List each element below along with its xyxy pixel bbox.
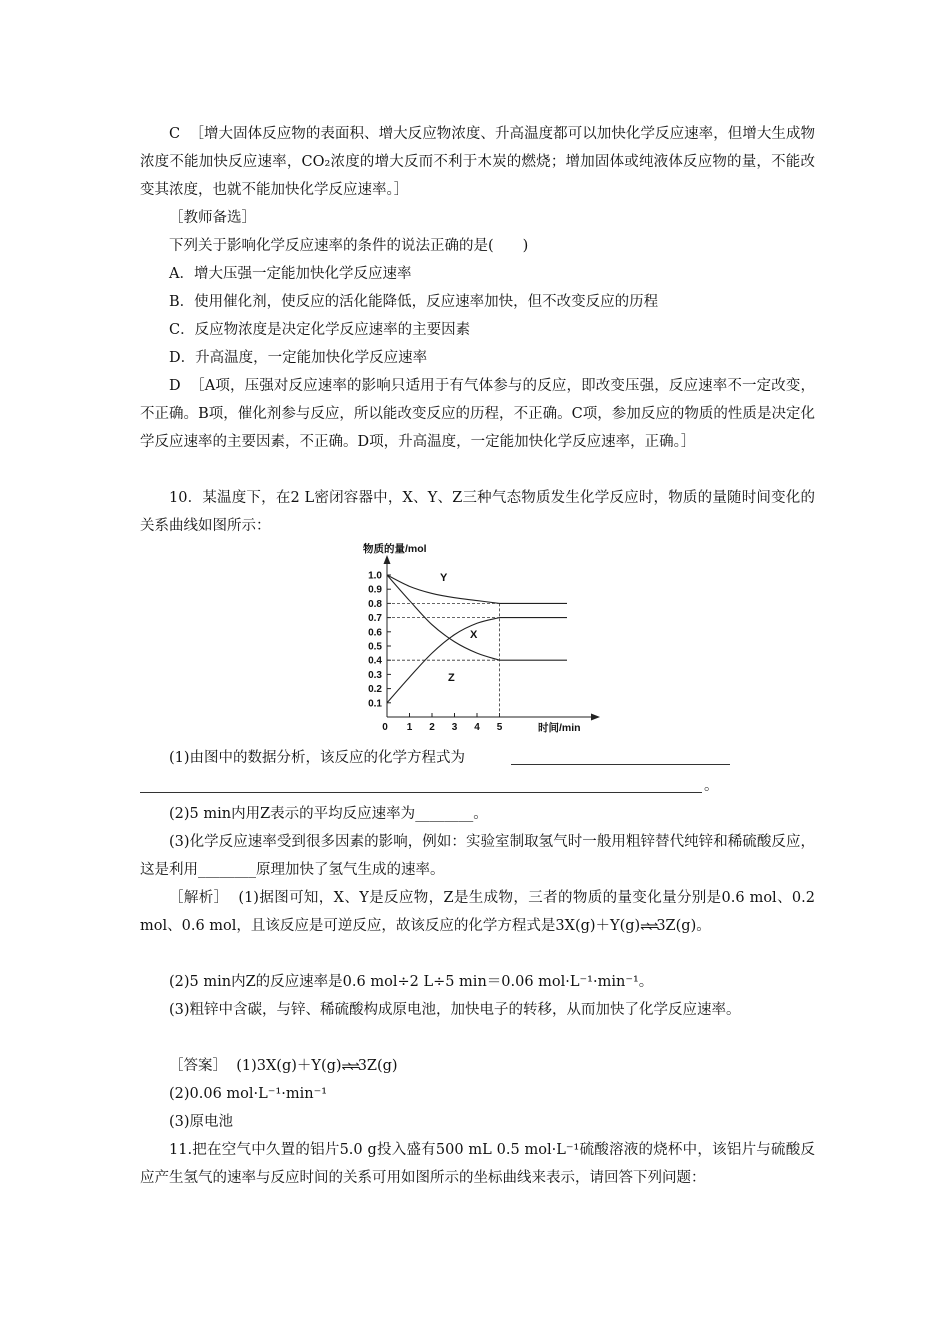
q10-sub1-blank-2[interactable] bbox=[140, 792, 702, 793]
x-tick-label: 2 bbox=[429, 722, 435, 733]
q10-sub2 bbox=[140, 800, 815, 828]
q10-sub2-blank[interactable]: ________ bbox=[415, 806, 474, 822]
y-tick-label: 0.6 bbox=[368, 627, 382, 639]
q10-sub2-end: 。 bbox=[473, 806, 488, 822]
reversible-arrow-icon-2: ⇌⇌ bbox=[341, 1059, 358, 1073]
x-axis-label: 时间/min bbox=[538, 722, 581, 734]
q10-stem: 10．某温度下，在2 L密闭容器中，X、Y、Z三种气态物质发生化学反应时，物质的量随时间变化的关系曲线如图所示： bbox=[140, 490, 815, 534]
q11-stem: 11.把在空气中久置的铝片5.0 g投入盛有500 mL 0.5 mol·L⁻¹硫酸溶液的烧杯中，该铝片与硫酸反应产生氢气的速率与反应时间的关系可用如图所示的坐标曲线来表示，请回答下列问题： bbox=[140, 1142, 815, 1186]
extra-option-b: B．使用催化剂，使反应的活化能降低，反应速率加快，但不改变反应的历程 bbox=[169, 294, 659, 310]
prev-answer-paragraph bbox=[140, 120, 815, 204]
extra-question-stem: 下列关于影响化学反应速率的条件的说法正确的是( ) bbox=[169, 238, 529, 254]
y-tick-label: 0.9 bbox=[368, 584, 382, 596]
y-tick-label: 0.2 bbox=[368, 684, 382, 696]
prev-answer-letter: C bbox=[169, 126, 181, 142]
q10-analysis-3: (3)粗锌中含碳，与锌、稀硫酸构成原电池，加快电子的转移，从而加快了化学反应速率。 bbox=[169, 1002, 741, 1018]
q10-sub1: (1)由图中的数据分析，该反应的化学方程式为 bbox=[169, 750, 466, 766]
q10-sub1-blank-1[interactable] bbox=[511, 764, 730, 765]
q10-analysis-2: (2)5 min内Z的反应速率是0.6 mol÷2 L÷5 min＝0.06 mol·L⁻¹·min⁻¹。 bbox=[169, 974, 654, 990]
q10-sub3-end: 原理加快了氢气生成的速率。 bbox=[256, 862, 445, 878]
q10-analysis-1 bbox=[140, 884, 815, 940]
x-tick-label: 3 bbox=[451, 722, 458, 733]
teacher-select-tag: ［教师备选］ bbox=[169, 210, 256, 226]
y-tick-label: 0.8 bbox=[368, 598, 382, 610]
answer-tag: ［答案］ bbox=[169, 1058, 227, 1074]
series-label-x: X bbox=[470, 629, 478, 641]
y-tick-label: 0.4 bbox=[368, 655, 382, 667]
amount-vs-time-chart bbox=[360, 538, 610, 738]
extra-answer-paragraph bbox=[140, 372, 815, 456]
q10-sub1-period: 。 bbox=[704, 778, 719, 794]
prev-answer-explanation: ［增大固体反应物的表面积、增大反应物浓度、升高温度都可以加快化学反应速率，但增大生成物浓度不能加快反应速率，CO₂浓度的增大反而不利于木炭的燃烧；增加固体或纯液体反应物的量，不能改变其浓度，也就不能加快化学反应速率。］ bbox=[140, 126, 816, 198]
analysis-1-text: (1)据图可知，X、Y是反应物，Z是生成物，三者的物质的量变化量分别是0.6 mol、0.2 mol、0.6 mol，且该反应是可逆反应，故该反应的化学方程式是3X(g)＋Y(g) bbox=[140, 890, 815, 934]
q10-answer-1 bbox=[140, 1052, 815, 1080]
q10-answer-2: (2)0.06 mol·L⁻¹·min⁻¹ bbox=[169, 1086, 328, 1102]
y-tick-label: 0.7 bbox=[368, 613, 382, 625]
q10-sub3-text: (3)化学反应速率受到很多因素的影响，例如：实验室制取氢气时一般用粗锌替代纯锌和稀硫酸反应，这是利用 bbox=[140, 834, 815, 878]
x-tick-label: 1 bbox=[406, 722, 413, 733]
series-label-z: Z bbox=[448, 672, 455, 684]
extra-answer-explanation: ［A项，压强对反应速率的影响只适用于有气体参与的反应，即改变压强，反应速率不一定改变，不正确。B项，催化剂参与反应，所以能改变反应的历程，不正确。C项，参加反应的物质的性质是决定化学反应速率的主要因素，不正确。D项，升高温度，一定能加快化学反应速率，正确。］ bbox=[140, 378, 816, 450]
series-label-y: Y bbox=[440, 572, 448, 584]
y-tick-label: 0.5 bbox=[368, 641, 382, 653]
answer-1-a: (1)3X(g)＋Y(g) bbox=[236, 1058, 342, 1074]
extra-option-c: C．反应物浓度是决定化学反应速率的主要因素 bbox=[169, 322, 471, 338]
y-tick-label: 0.1 bbox=[368, 698, 382, 710]
y-axis-arrow-icon bbox=[384, 555, 391, 564]
x-axis-arrow-icon bbox=[591, 714, 600, 721]
extra-option-d: D．升高温度，一定能加快化学反应速率 bbox=[169, 350, 428, 366]
q10-sub3-blank[interactable]: ________ bbox=[198, 862, 256, 878]
extra-answer-letter: D bbox=[169, 378, 181, 394]
q10-sub2-text: (2)5 min内用Z表示的平均反应速率为 bbox=[169, 806, 416, 822]
analysis-1-end: 3Z(g)。 bbox=[656, 918, 711, 934]
extra-option-a: A．增大压强一定能加快化学反应速率 bbox=[169, 266, 412, 282]
x-tick-label: 4 bbox=[474, 722, 480, 733]
x-tick-label: 5 bbox=[496, 722, 503, 733]
q10-answer-3: (3)原电池 bbox=[169, 1114, 234, 1130]
y-tick-label: 1.0 bbox=[368, 570, 382, 582]
analysis-tag: ［解析］ bbox=[169, 890, 229, 906]
y-tick-label: 0.3 bbox=[368, 669, 382, 681]
x-tick-label: 0 bbox=[382, 722, 388, 733]
reversible-arrow-icon: ⇌⇌ bbox=[640, 919, 657, 933]
q10-sub3 bbox=[140, 828, 815, 884]
y-axis-label: 物质的量/mol bbox=[363, 543, 427, 555]
answer-1-b: 3Z(g) bbox=[357, 1058, 398, 1074]
